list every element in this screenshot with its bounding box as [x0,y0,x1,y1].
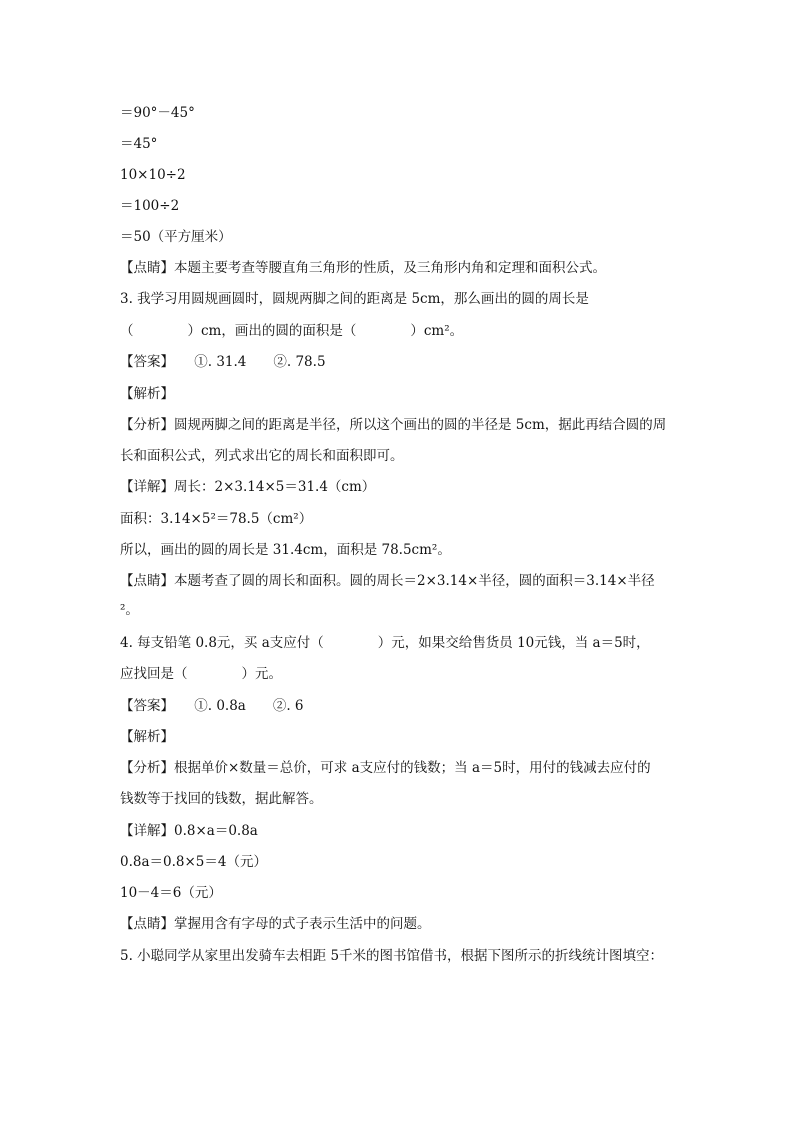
question-3-line: （ ）cm，画出的圆的面积是（ ）cm²。 [120,323,464,339]
calc-line: ＝100÷2 [120,198,180,214]
analysis-line: 钱数等于找回的钱数，据此解答。 [120,791,323,807]
question-4-line: 应找回是（ ）元。 [120,666,282,682]
detail-line: 【详解】周长：2×3.14×5＝31.4（cm） [120,479,376,495]
comment-line: 【点睛】本题主要考查等腰直角三角形的性质，及三角形内角和定理和面积公式。 [120,260,606,276]
calc-line: ＝45° [120,136,158,152]
question-5-line: 5. 小聪同学从家里出发骑车去相距 5千米的图书馆借书，根据下图所示的折线统计图填空： [120,948,664,964]
calc-line: ＝90°－45° [120,105,195,121]
detail-line: 所以，画出的圆的周长是 31.4cm，面积是 78.5cm²。 [120,542,451,558]
calc-line: ＝50（平方厘米） [120,229,232,245]
detail-line: 10－4＝6（元） [120,885,222,901]
answer-line: 【答案】 ①. 0.8a ②. 6 [120,698,304,714]
analysis-heading: 【解析】 [120,386,174,402]
question-3-line: 3. 我学习用圆规画圆时，圆规两脚之间的距离是 5cm，那么画出的圆的周长是 [120,291,589,307]
answer-line: 【答案】 ①. 31.4 ②. 78.5 [120,354,326,370]
analysis-line: 【分析】圆规两脚之间的距离是半径，所以这个画出的圆的半径是 5cm，据此再结合圆的周 [120,417,667,433]
comment-line: ²。 [120,602,139,618]
detail-line: 面积：3.14×5²＝78.5（cm²） [120,511,313,527]
comment-line: 【点睛】本题考查了圆的周长和面积。圆的周长＝2×3.14×半径，圆的面积＝3.14×半径 [120,573,655,589]
detail-line: 0.8a＝0.8×5＝4（元） [120,854,267,870]
calc-line: 10×10÷2 [120,167,186,183]
analysis-heading: 【解析】 [120,729,174,745]
analysis-line: 长和面积公式，列式求出它的周长和面积即可。 [120,448,404,464]
question-4-line: 4. 每支铅笔 0.8元，买 a支应付（ ）元，如果交给售货员 10元钱，当 a＝5时， [120,635,650,651]
comment-line: 【点睛】掌握用含有字母的式子表示生活中的问题。 [120,916,431,932]
analysis-line: 【分析】根据单价×数量＝总价，可求 a支应付的钱数；当 a＝5时，用付的钱减去应付的 [120,760,651,776]
detail-line: 【详解】0.8×a＝0.8a [120,823,258,839]
